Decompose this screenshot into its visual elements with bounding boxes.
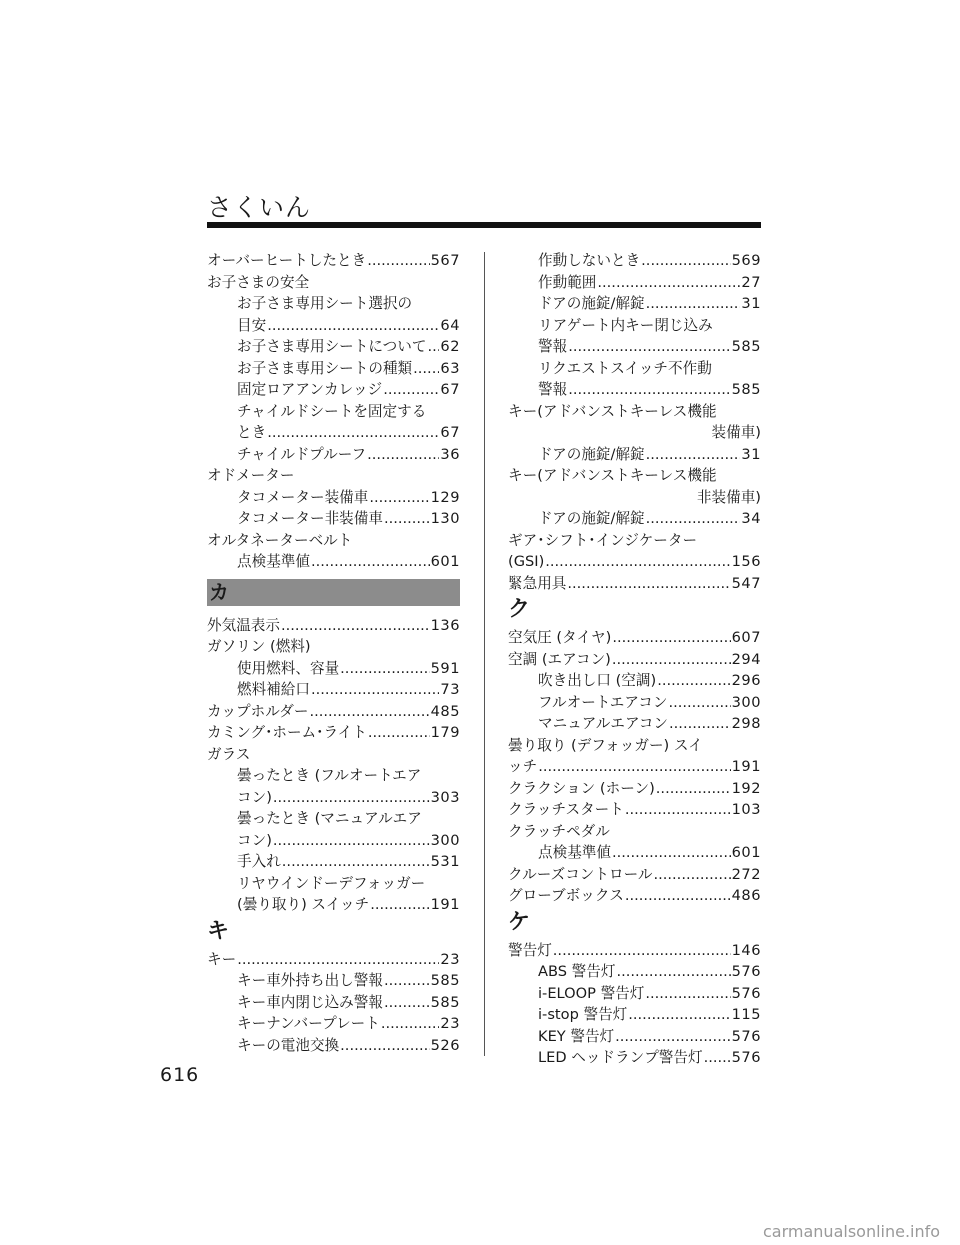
index-column-right <box>508 250 761 1069</box>
index-entry: キー車外持ち出し警報 ..... 585 <box>207 970 460 992</box>
page-title: さくいん <box>207 193 312 222</box>
section-header-ki: キ <box>207 918 230 944</box>
index-entry: キー ..... 23 <box>207 949 460 971</box>
index-entry: リクエストスイッチ不作動 警報 ..... 585 <box>508 358 761 401</box>
index-entry: お子さま専用シート選択の 目安 ..... 64 <box>207 293 460 336</box>
index-entry: 点検基準値 ..... 601 <box>508 842 761 864</box>
index-entry: 手入れ ..... 531 <box>207 851 460 873</box>
index-entry: クルーズコントロール ..... 272 <box>508 864 761 886</box>
index-entry: チャイルドプルーフ ..... 36 <box>207 444 460 466</box>
watermark: carmanualsonline.info <box>763 1222 941 1241</box>
section-header-ka: カ <box>207 579 460 606</box>
index-entry: タコメーター非装備車 ..... 130 <box>207 508 460 530</box>
index-entry: 点検基準値 ..... 601 <box>207 551 460 573</box>
index-entry: マニュアルエアコン ..... 298 <box>508 713 761 735</box>
index-entry: 警告灯 ..... 146 <box>508 940 761 962</box>
index-entry: キーナンバープレート ..... 23 <box>207 1013 460 1035</box>
index-entry: 固定ロアアンカレッジ ..... 67 <box>207 379 460 401</box>
index-entry: 空調 (エアコン) ..... 294 <box>508 649 761 671</box>
index-entry: ドアの施錠/解錠 ..... 31 <box>508 444 761 466</box>
index-entry: リアゲート内キー閉じ込み 警報 ..... 585 <box>508 315 761 358</box>
index-entry: キー車内閉じ込み警報 ..... 585 <box>207 992 460 1014</box>
index-entry: お子さま専用シートの種類 ..... 63 <box>207 358 460 380</box>
index-entry: ギア･シフト･インジケーター (GSI) ..... 156 <box>508 530 761 573</box>
index-entry: KEY 警告灯 ..... 576 <box>508 1026 761 1048</box>
index-column-left <box>207 250 460 1056</box>
index-entry: ガソリン (燃料) <box>207 638 311 655</box>
index-entry: フルオートエアコン ..... 300 <box>508 692 761 714</box>
title-rule <box>207 222 761 228</box>
index-entry: キー(アドバンストキーレス機能 非装備車) <box>508 467 761 506</box>
index-entry: 燃料補給口 ..... 73 <box>207 679 460 701</box>
index-entry: 吹き出し口 (空調) ..... 296 <box>508 670 761 692</box>
index-entry: i-stop 警告灯 ..... 115 <box>508 1004 761 1026</box>
index-entry: 曇り取り (デフォッガー) スイ ッチ ..... 191 <box>508 735 761 778</box>
index-entry: オーバーヒートしたとき ..... 567 <box>207 250 460 272</box>
index-entry: 曇ったとき (マニュアルエア コン) ..... 300 <box>207 808 460 851</box>
index-entry: クラッチペダル <box>508 822 610 840</box>
index-entry: オドメーター <box>207 467 295 484</box>
index-entry: クラクション (ホーン) ..... 192 <box>508 778 761 800</box>
index-entry: ガラス <box>207 745 251 763</box>
index-entry: リヤウインドーデフォッガー (曇り取り) スイッチ ..... 191 <box>207 873 460 916</box>
section-header-ke: ケ <box>508 909 531 935</box>
index-entry: 使用燃料、容量 ..... 591 <box>207 658 460 680</box>
index-entry: お子さまの安全 <box>207 273 310 291</box>
index-entry: 空気圧 (タイヤ) ..... 607 <box>508 627 761 649</box>
index-entry: i-ELOOP 警告灯 ..... 576 <box>508 983 761 1005</box>
index-entry: 作動しないとき ..... 569 <box>508 250 761 272</box>
index-entry: キーの電池交換 ..... 526 <box>207 1035 460 1057</box>
index-entry: お子さま専用シートについて ..... 62 <box>207 336 460 358</box>
index-entry: ドアの施錠/解錠 ..... 34 <box>508 508 761 530</box>
index-entry: カップホルダー ..... 485 <box>207 701 460 723</box>
index-entry: キー(アドバンストキーレス機能 装備車) <box>508 402 761 441</box>
index-entry: カミング･ホーム･ライト ..... 179 <box>207 722 460 744</box>
index-entry: LED ヘッドランプ警告灯 ..... 576 <box>508 1047 761 1069</box>
index-entry: チャイルドシートを固定する とき ..... 67 <box>207 401 460 444</box>
page-number: 616 <box>160 1064 200 1086</box>
index-entry: オルタネーターベルト <box>207 531 353 549</box>
index-entry: ABS 警告灯 ..... 576 <box>508 961 761 983</box>
index-entry: 作動範囲 ..... 27 <box>508 272 761 294</box>
index-entry: クラッチスタート ..... 103 <box>508 799 761 821</box>
section-header-ku: ク <box>508 597 531 622</box>
column-divider <box>484 252 485 1056</box>
index-entry: タコメーター装備車 ..... 129 <box>207 487 460 509</box>
index-entry: 外気温表示 ..... 136 <box>207 615 460 637</box>
index-entry: 緊急用具 ..... 547 <box>508 573 761 595</box>
index-entry: ドアの施錠/解錠 ..... 31 <box>508 293 761 315</box>
index-entry: グローブボックス ..... 486 <box>508 885 761 907</box>
index-entry: 曇ったとき (フルオートエア コン) ..... 303 <box>207 765 460 808</box>
